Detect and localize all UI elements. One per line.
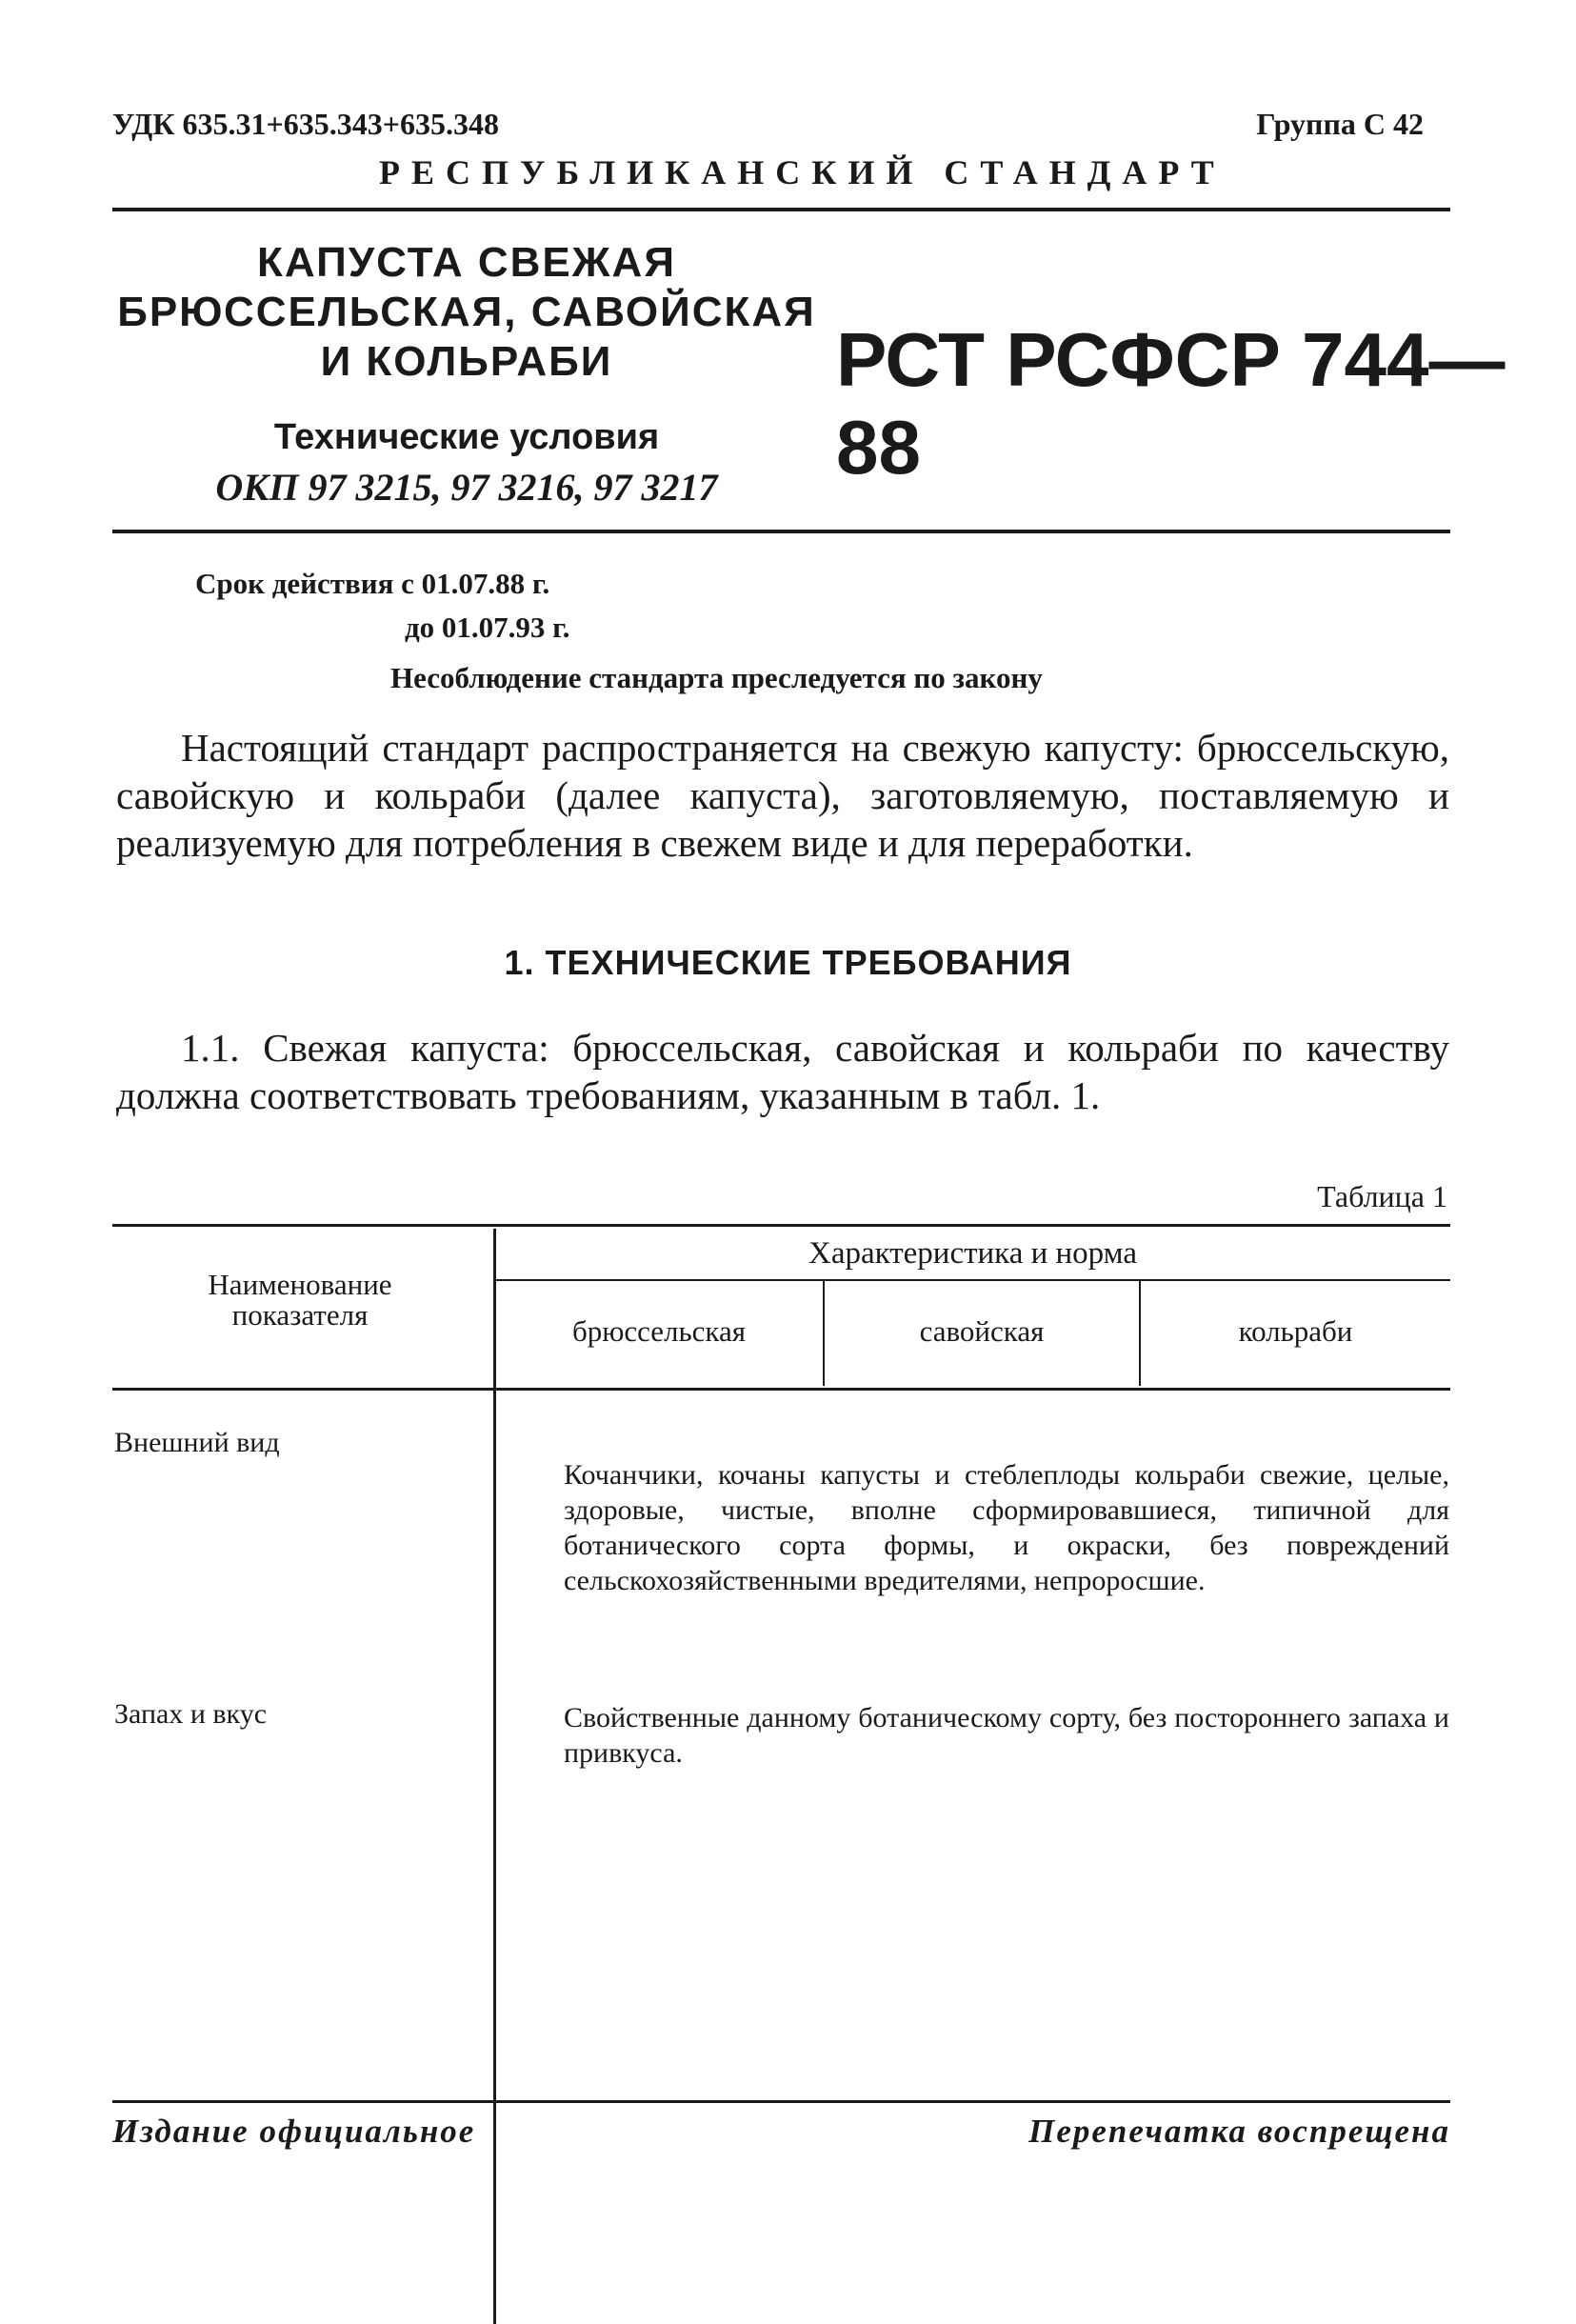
col-header-characteristic: Характеристика и норма xyxy=(808,1236,1137,1271)
title-rule xyxy=(112,530,1450,533)
validity-period xyxy=(195,562,570,650)
penalty-notice: Несоблюдение стандарта преследуется по закону xyxy=(390,661,1043,694)
title-line-1: КАПУСТА СВЕЖАЯ xyxy=(257,239,676,286)
group-code: Группа С 42 xyxy=(1256,107,1424,141)
footer-reprint-prohibited: Перепечатка воспрещена xyxy=(1028,2113,1450,2150)
col1-divider xyxy=(493,1229,496,2324)
standard-designation: РСТ РСФСР 744—88 xyxy=(836,317,1506,490)
row-value-smell-taste: Свойственные данному ботаническому сорту, без постороннего запаха и привкуса. xyxy=(564,1702,1449,1769)
republic-standard-label: РЕСПУБЛИКАНСКИЙ СТАНДАРТ xyxy=(379,153,1226,191)
row-value-appearance: Кочанчики, кочаны капусты и стеблеплоды кольраби свежие, целые, здоровые, чистые, вполне сформировавшиеся, типичной для ботанического сорта формы, и окраски, без повреждений сельскохозяйственными вредителями, непроросшие. xyxy=(564,1459,1449,1596)
title-line-3: И КОЛЬРАБИ xyxy=(320,338,613,385)
subheader-brussels: брюссельская xyxy=(571,1314,747,1348)
udk-code: УДК 635.31+635.343+635.348 xyxy=(112,107,499,141)
subheader-kohlrabi: кольраби xyxy=(1238,1314,1353,1348)
okp-codes: ОКП 97 3215, 97 3216, 97 3217 xyxy=(215,466,718,509)
subheader-rule xyxy=(493,1279,1450,1281)
clause-1-1: 1.1. Свежая капуста: брюссельская, савойская и кольраби по качеству должна соответствовать требованиям, указанным в табл. 1. xyxy=(116,1026,1449,1117)
title-line-2: БРЮССЕЛЬСКАЯ, САВОЙСКАЯ xyxy=(117,289,816,335)
intro-paragraph: Настоящий стандарт распространяется на свежую капусту: брюссельскую, савойскую и кольраби (далее капуста), заготовляемую, поставляемую и реализуемую для потребления в свежем виде и для переработки. xyxy=(116,726,1449,865)
table-header-rule xyxy=(112,1388,1450,1391)
row-name-appearance: Внешний вид xyxy=(114,1427,280,1458)
table-top-rule xyxy=(112,1224,1450,1227)
validity-from: Срок действия с 01.07.88 г. xyxy=(195,567,550,600)
top-rule xyxy=(112,208,1450,211)
col-header-indicator: Наименование показателя xyxy=(208,1268,392,1332)
table-caption: Таблица 1 xyxy=(1317,1179,1447,1213)
footer-official-edition: Издание официальное xyxy=(112,2113,476,2150)
footer-rule xyxy=(112,2100,1450,2103)
section-heading: 1. ТЕХНИЧЕСКИЕ ТРЕБОВАНИЯ xyxy=(504,943,1072,982)
subheader-savoy: савойская xyxy=(919,1314,1045,1348)
validity-to: до 01.07.93 г. xyxy=(405,611,570,644)
subtitle: Технические условия xyxy=(273,417,660,457)
row-name-smell-taste: Запах и вкус xyxy=(114,1698,268,1730)
standard-title xyxy=(114,238,819,387)
